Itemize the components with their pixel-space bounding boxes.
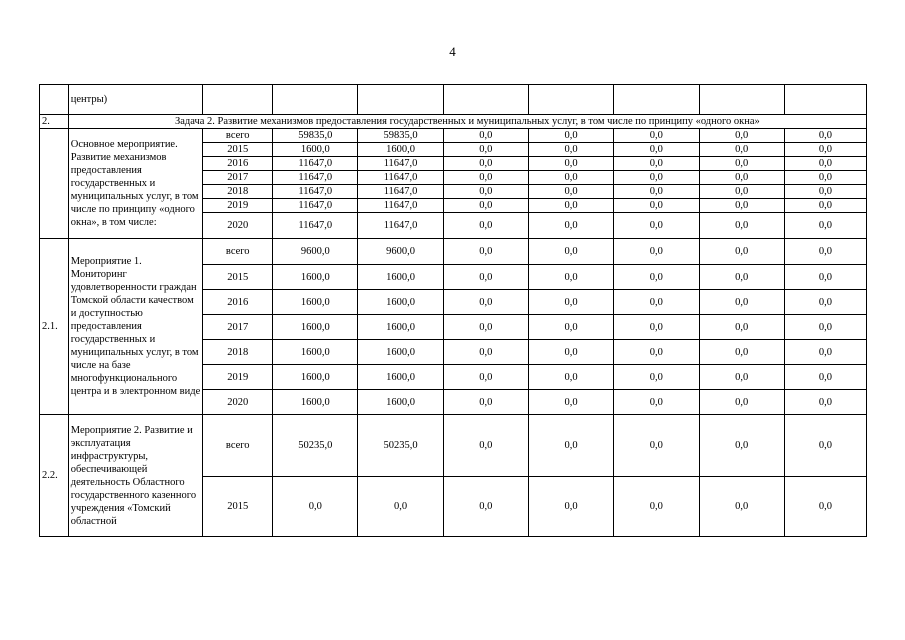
- value-cell: 0,0: [443, 143, 528, 157]
- value-cell: 0,0: [443, 365, 528, 390]
- value-cell: 0,0: [614, 171, 699, 185]
- value-cell: 1600,0: [358, 365, 443, 390]
- value-cell: 0,0: [614, 290, 699, 315]
- value-cell: 0,0: [528, 143, 613, 157]
- value-cell: 0,0: [784, 477, 866, 537]
- value-cell: 0,0: [784, 340, 866, 365]
- value-cell: 0,0: [784, 157, 866, 171]
- value-cell: 9600,0: [358, 239, 443, 265]
- value-cell: 0,0: [784, 171, 866, 185]
- value-cell: 0,0: [528, 290, 613, 315]
- value-cell: 11647,0: [358, 199, 443, 213]
- value-cell: 0,0: [614, 315, 699, 340]
- value-cell: 0,0: [699, 365, 784, 390]
- empty-cell: [784, 85, 866, 115]
- value-cell: 0,0: [443, 199, 528, 213]
- value-cell: 0,0: [443, 477, 528, 537]
- value-cell: 11647,0: [358, 171, 443, 185]
- value-cell: 1600,0: [358, 265, 443, 290]
- value-cell: 0,0: [443, 213, 528, 239]
- value-cell: 0,0: [784, 415, 866, 477]
- value-cell: 0,0: [443, 129, 528, 143]
- value-cell: 0,0: [699, 239, 784, 265]
- year-cell: 2017: [203, 315, 273, 340]
- value-cell: 11647,0: [273, 185, 358, 199]
- row-number: 2.1.: [40, 239, 69, 415]
- value-cell: 0,0: [699, 290, 784, 315]
- value-cell: 0,0: [614, 213, 699, 239]
- value-cell: 11647,0: [273, 157, 358, 171]
- value-cell: 0,0: [528, 171, 613, 185]
- value-cell: 0,0: [784, 390, 866, 415]
- value-cell: 0,0: [699, 477, 784, 537]
- value-cell: 1600,0: [273, 143, 358, 157]
- value-cell: 0,0: [614, 185, 699, 199]
- activity-name: Мероприятие 1. Мониторинг удовлетворенности граждан Томской области качеством и доступностью предоставления государственных и муниципальных услуг, в том числе на базе многофункционального центра и в электронном виде: [68, 239, 203, 415]
- value-cell: 0,0: [528, 185, 613, 199]
- empty-cell: [528, 85, 613, 115]
- row-number: [40, 129, 69, 239]
- value-cell: 0,0: [443, 265, 528, 290]
- table-row-continuation: [40, 85, 867, 115]
- value-cell: 1600,0: [358, 290, 443, 315]
- empty-cell: [699, 85, 784, 115]
- value-cell: 1600,0: [273, 390, 358, 415]
- budget-table: [39, 84, 867, 537]
- value-cell: 1600,0: [273, 340, 358, 365]
- value-cell: 0,0: [443, 171, 528, 185]
- page-number: 4: [449, 44, 456, 59]
- table-row: [40, 129, 867, 143]
- value-cell: 0,0: [528, 390, 613, 415]
- value-cell: 0,0: [699, 415, 784, 477]
- value-cell: 50235,0: [273, 415, 358, 477]
- value-cell: 0,0: [784, 239, 866, 265]
- value-cell: 0,0: [699, 340, 784, 365]
- table-row: [40, 239, 867, 265]
- task-title: Задача 2. Развитие механизмов предоставления государственных и муниципальных услуг, в том числе по принципу «одного окна»: [68, 115, 866, 129]
- year-cell: 2016: [203, 290, 273, 315]
- value-cell: 0,0: [614, 340, 699, 365]
- value-cell: 0,0: [699, 199, 784, 213]
- year-cell: всего: [203, 239, 273, 265]
- value-cell: 0,0: [614, 265, 699, 290]
- year-cell: всего: [203, 415, 273, 477]
- value-cell: 11647,0: [273, 199, 358, 213]
- value-cell: 0,0: [784, 129, 866, 143]
- value-cell: 0,0: [614, 239, 699, 265]
- value-cell: 0,0: [784, 185, 866, 199]
- year-cell: 2015: [203, 265, 273, 290]
- value-cell: 0,0: [699, 265, 784, 290]
- task-row: [40, 115, 867, 129]
- year-cell: 2016: [203, 157, 273, 171]
- activity-name: Мероприятие 2. Развитие и эксплуатация инфраструктуры, обеспечивающей деятельность Областного государственного казенного учреждения «Томский областной: [68, 415, 203, 537]
- value-cell: 0,0: [528, 199, 613, 213]
- year-cell: 2020: [203, 213, 273, 239]
- value-cell: 0,0: [699, 213, 784, 239]
- year-cell: 2015: [203, 477, 273, 537]
- empty-cell: [443, 85, 528, 115]
- value-cell: 1600,0: [273, 315, 358, 340]
- value-cell: 1600,0: [358, 143, 443, 157]
- value-cell: 0,0: [443, 315, 528, 340]
- value-cell: 0,0: [528, 239, 613, 265]
- empty-cell: [358, 85, 443, 115]
- value-cell: 0,0: [699, 185, 784, 199]
- value-cell: 9600,0: [273, 239, 358, 265]
- value-cell: 0,0: [528, 477, 613, 537]
- row-name: центры): [68, 85, 203, 115]
- value-cell: 11647,0: [273, 213, 358, 239]
- row-number: [40, 85, 69, 115]
- value-cell: 11647,0: [358, 185, 443, 199]
- value-cell: 0,0: [443, 290, 528, 315]
- value-cell: 1600,0: [273, 265, 358, 290]
- empty-cell: [614, 85, 699, 115]
- value-cell: 1600,0: [273, 290, 358, 315]
- value-cell: 0,0: [443, 157, 528, 171]
- value-cell: 0,0: [443, 415, 528, 477]
- value-cell: 0,0: [528, 365, 613, 390]
- value-cell: 0,0: [784, 290, 866, 315]
- value-cell: 0,0: [528, 265, 613, 290]
- year-cell: 2019: [203, 365, 273, 390]
- value-cell: 0,0: [528, 415, 613, 477]
- value-cell: 0,0: [528, 315, 613, 340]
- value-cell: 0,0: [358, 477, 443, 537]
- value-cell: 0,0: [528, 157, 613, 171]
- value-cell: 0,0: [784, 199, 866, 213]
- value-cell: 0,0: [699, 390, 784, 415]
- value-cell: 1600,0: [273, 365, 358, 390]
- value-cell: 0,0: [784, 365, 866, 390]
- year-cell: 2020: [203, 390, 273, 415]
- value-cell: 0,0: [614, 143, 699, 157]
- value-cell: 0,0: [614, 199, 699, 213]
- year-cell: 2017: [203, 171, 273, 185]
- year-cell: 2018: [203, 185, 273, 199]
- value-cell: 0,0: [443, 185, 528, 199]
- value-cell: 0,0: [614, 129, 699, 143]
- year-cell: 2015: [203, 143, 273, 157]
- value-cell: 11647,0: [273, 171, 358, 185]
- value-cell: 0,0: [528, 340, 613, 365]
- activity-name: Основное мероприятие. Развитие механизмов предоставления государственных и муниципальных услуг, в том числе по принципу «одного окна», в том числе:: [68, 129, 203, 239]
- value-cell: 0,0: [699, 157, 784, 171]
- value-cell: 1600,0: [358, 315, 443, 340]
- value-cell: 0,0: [699, 171, 784, 185]
- value-cell: 0,0: [528, 129, 613, 143]
- value-cell: 1600,0: [358, 390, 443, 415]
- value-cell: 0,0: [784, 213, 866, 239]
- value-cell: 50235,0: [358, 415, 443, 477]
- row-number: 2.2.: [40, 415, 69, 537]
- empty-cell: [203, 85, 273, 115]
- value-cell: 1600,0: [358, 340, 443, 365]
- value-cell: 0,0: [614, 157, 699, 171]
- value-cell: 0,0: [784, 265, 866, 290]
- year-cell: 2019: [203, 199, 273, 213]
- value-cell: 0,0: [699, 315, 784, 340]
- value-cell: 0,0: [784, 315, 866, 340]
- value-cell: 0,0: [443, 340, 528, 365]
- value-cell: 11647,0: [358, 213, 443, 239]
- value-cell: 0,0: [614, 415, 699, 477]
- task-number: 2.: [40, 115, 69, 129]
- value-cell: 0,0: [784, 143, 866, 157]
- year-cell: 2018: [203, 340, 273, 365]
- value-cell: 0,0: [528, 213, 613, 239]
- value-cell: 0,0: [614, 477, 699, 537]
- value-cell: 0,0: [699, 143, 784, 157]
- value-cell: 59835,0: [273, 129, 358, 143]
- value-cell: 59835,0: [358, 129, 443, 143]
- table-row: [40, 415, 867, 477]
- value-cell: 0,0: [614, 390, 699, 415]
- value-cell: 0,0: [273, 477, 358, 537]
- value-cell: 0,0: [443, 390, 528, 415]
- value-cell: 0,0: [443, 239, 528, 265]
- year-cell: всего: [203, 129, 273, 143]
- value-cell: 11647,0: [358, 157, 443, 171]
- value-cell: 0,0: [614, 365, 699, 390]
- value-cell: 0,0: [699, 129, 784, 143]
- empty-cell: [273, 85, 358, 115]
